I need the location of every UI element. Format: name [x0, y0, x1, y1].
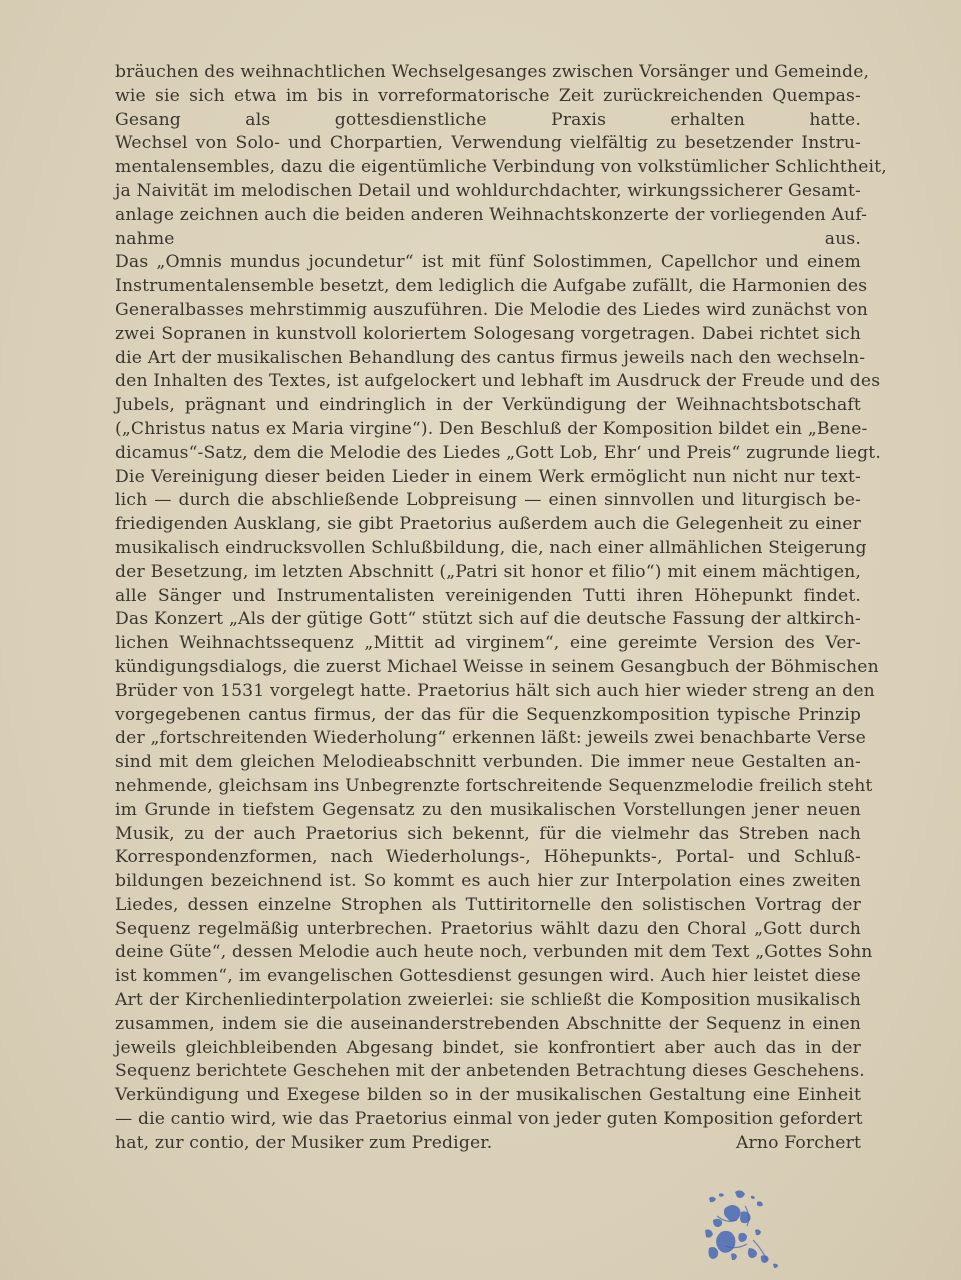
- text-line: Verkündigung und Exegese bilden so in der musikalischen Gestaltung eine Einheit: [115, 1085, 861, 1106]
- text-line: ja Naivität im melodischen Detail und wohldurchdachter, wirkungssicherer Gesamt-: [115, 180, 861, 201]
- text-line: musikalisch eindrucksvollen Schlußbildung, die, nach einer allmählichen Steigerung: [115, 537, 867, 558]
- text-line: zwei Sopranen in kunstvoll koloriertem Sologesang vorgetragen. Dabei richtet sich: [115, 323, 861, 344]
- text-line: Liedes, dessen einzelne Strophen als Tuttiritornelle den solistischen Vortrag der: [115, 894, 861, 915]
- text-line: mentalensembles, dazu die eigentümliche Verbindung von volkstümlicher Schlichtheit,: [115, 157, 887, 178]
- text-line: lichen Weihnachtssequenz „Mittit ad virginem“, eine gereimte Version des Ver-: [115, 633, 861, 654]
- text-line: den Inhalten des Textes, ist aufgelockert und lebhaft im Ausdruck der Freude und des: [115, 371, 881, 392]
- text-line: Jubels, prägnant und eindringlich in der Verkündigung der Weihnachtsbotschaft: [115, 395, 861, 416]
- text-line: jeweils gleichbleibenden Abgesang bindet, sie konfrontiert aber auch das in der: [115, 1037, 861, 1058]
- text-line: Das Konzert „Als der gütige Gott“ stützt sich auf die deutsche Fassung der altkirch-: [115, 609, 861, 630]
- text-line: alle Sänger und Instrumentalisten vereinigenden Tutti ihren Höhepunkt findet.: [115, 585, 861, 606]
- text-line: sind mit dem gleichen Melodieabschnitt verbunden. Die immer neue Gestalten an-: [115, 752, 861, 773]
- text-line: Korrespondenzformen, nach Wiederholungs-, Höhepunkts-, Portal- und Schluß-: [115, 847, 861, 868]
- text-line: kündigungsdialogs, die zuerst Michael Weisse in seinem Gesangbuch der Böhmischen: [115, 656, 879, 677]
- text-line: Brüder von 1531 vorgelegt hatte. Praetorius hält sich auch hier wieder streng an den: [115, 680, 875, 701]
- text-line: der Besetzung, im letzten Abschnitt („Patri sit honor et filio“) mit einem mächtigen,: [115, 561, 861, 582]
- text-line: Die Vereinigung dieser beiden Lieder in einem Werk ermöglicht nun nicht nur text-: [115, 466, 861, 487]
- closing-line: [115, 1132, 861, 1156]
- text-line: nahme aus.: [115, 228, 861, 249]
- text-line: zusammen, indem sie die auseinanderstrebenden Abschnitte der Sequenz in einen: [115, 1013, 861, 1034]
- text-line: ist kommen“, im evangelischen Gottesdienst gesungen wird. Auch hier leistet diese: [115, 966, 861, 987]
- text-line: Wechsel von Solo- und Chorpartien, Verwendung vielfältig zu besetzender Instru-: [115, 133, 861, 154]
- text-line: Art der Kirchenliedinterpolation zweierlei: sie schließt die Komposition musikalisch: [115, 990, 861, 1011]
- text-line: Gesang als gottesdienstliche Praxis erhalten hatte.: [115, 109, 861, 130]
- text-line: der „fortschreitenden Wiederholung“ erkennen läßt: jeweils zwei benachbarte Verse: [115, 728, 866, 749]
- text-line: Musik, zu der auch Praetorius sich bekennt, für die vielmehr das Streben nach: [115, 823, 861, 844]
- text-line: im Grunde in tiefstem Gegensatz zu den musikalischen Vorstellungen jener neuen: [115, 799, 861, 820]
- text-line: Sequenz regelmäßig unterbrechen. Praetorius wählt dazu den Choral „Gott durch: [115, 918, 861, 939]
- text-line: Das „Omnis mundus jocundetur“ ist mit fünf Solostimmen, Capellchor und einem: [115, 252, 861, 273]
- text-line: Instrumentalensemble besetzt, dem lediglich die Aufgabe zufällt, die Harmonien des: [115, 276, 868, 297]
- text-line: bildungen bezeichnend ist. So kommt es auch hier zur Interpolation eines zweiten: [115, 871, 861, 892]
- text-line: wie sie sich etwa im bis in vorreformatorische Zeit zurückreichenden Quempas-: [115, 85, 861, 106]
- text-line: vorgegebenen cantus firmus, der das für die Sequenzkomposition typische Prinzip: [115, 704, 861, 725]
- liner-notes-text: [115, 61, 887, 1156]
- text-line: („Christus natus ex Maria virgine“). Den Beschluß der Komposition bildet ein „Bene-: [115, 418, 868, 439]
- text-line: bräuchen des weihnachtlichen Wechselgesanges zwischen Vorsänger und Gemeinde,: [115, 62, 870, 82]
- text-line: anlage zeichnen auch die beiden anderen Weihnachtskonzerte der vorliegenden Auf-: [115, 204, 868, 225]
- text-line: Generalbasses mehrstimmig auszuführen. Die Melodie des Liedes wird zunächst von: [115, 299, 868, 320]
- text-line: Sequenz berichtete Geschehen mit der anbetenden Betrachtung dieses Geschehens.: [115, 1061, 865, 1082]
- ink-stamp-mark: [695, 1186, 795, 1276]
- author-signature: Arno Forchert: [736, 1132, 861, 1153]
- text-line: die Art der musikalischen Behandlung des cantus firmus jeweils nach den wechseln-: [115, 347, 866, 368]
- text-line: lich — durch die abschließende Lobpreisung — einen sinnvollen und liturgisch be-: [115, 490, 861, 511]
- text-line: nehmende, gleichsam ins Unbegrenzte fortschreitende Sequenzmelodie freilich steht: [115, 775, 873, 796]
- text-line: dicamus“-Satz, dem die Melodie des Liedes „Gott Lob, Ehr‘ und Preis“ zugrunde liegt.: [115, 442, 881, 463]
- text-line: — die cantio wird, wie das Praetorius einmal von jeder guten Komposition gefordert: [115, 1109, 863, 1130]
- text-line: friedigenden Ausklang, sie gibt Praetorius außerdem auch die Gelegenheit zu einer: [115, 514, 861, 535]
- closing-sentence: hat, zur contio, der Musiker zum Prediger.: [115, 1132, 493, 1153]
- text-line: deine Güte“, dessen Melodie auch heute noch, verbunden mit dem Text „Gottes Sohn: [115, 942, 873, 963]
